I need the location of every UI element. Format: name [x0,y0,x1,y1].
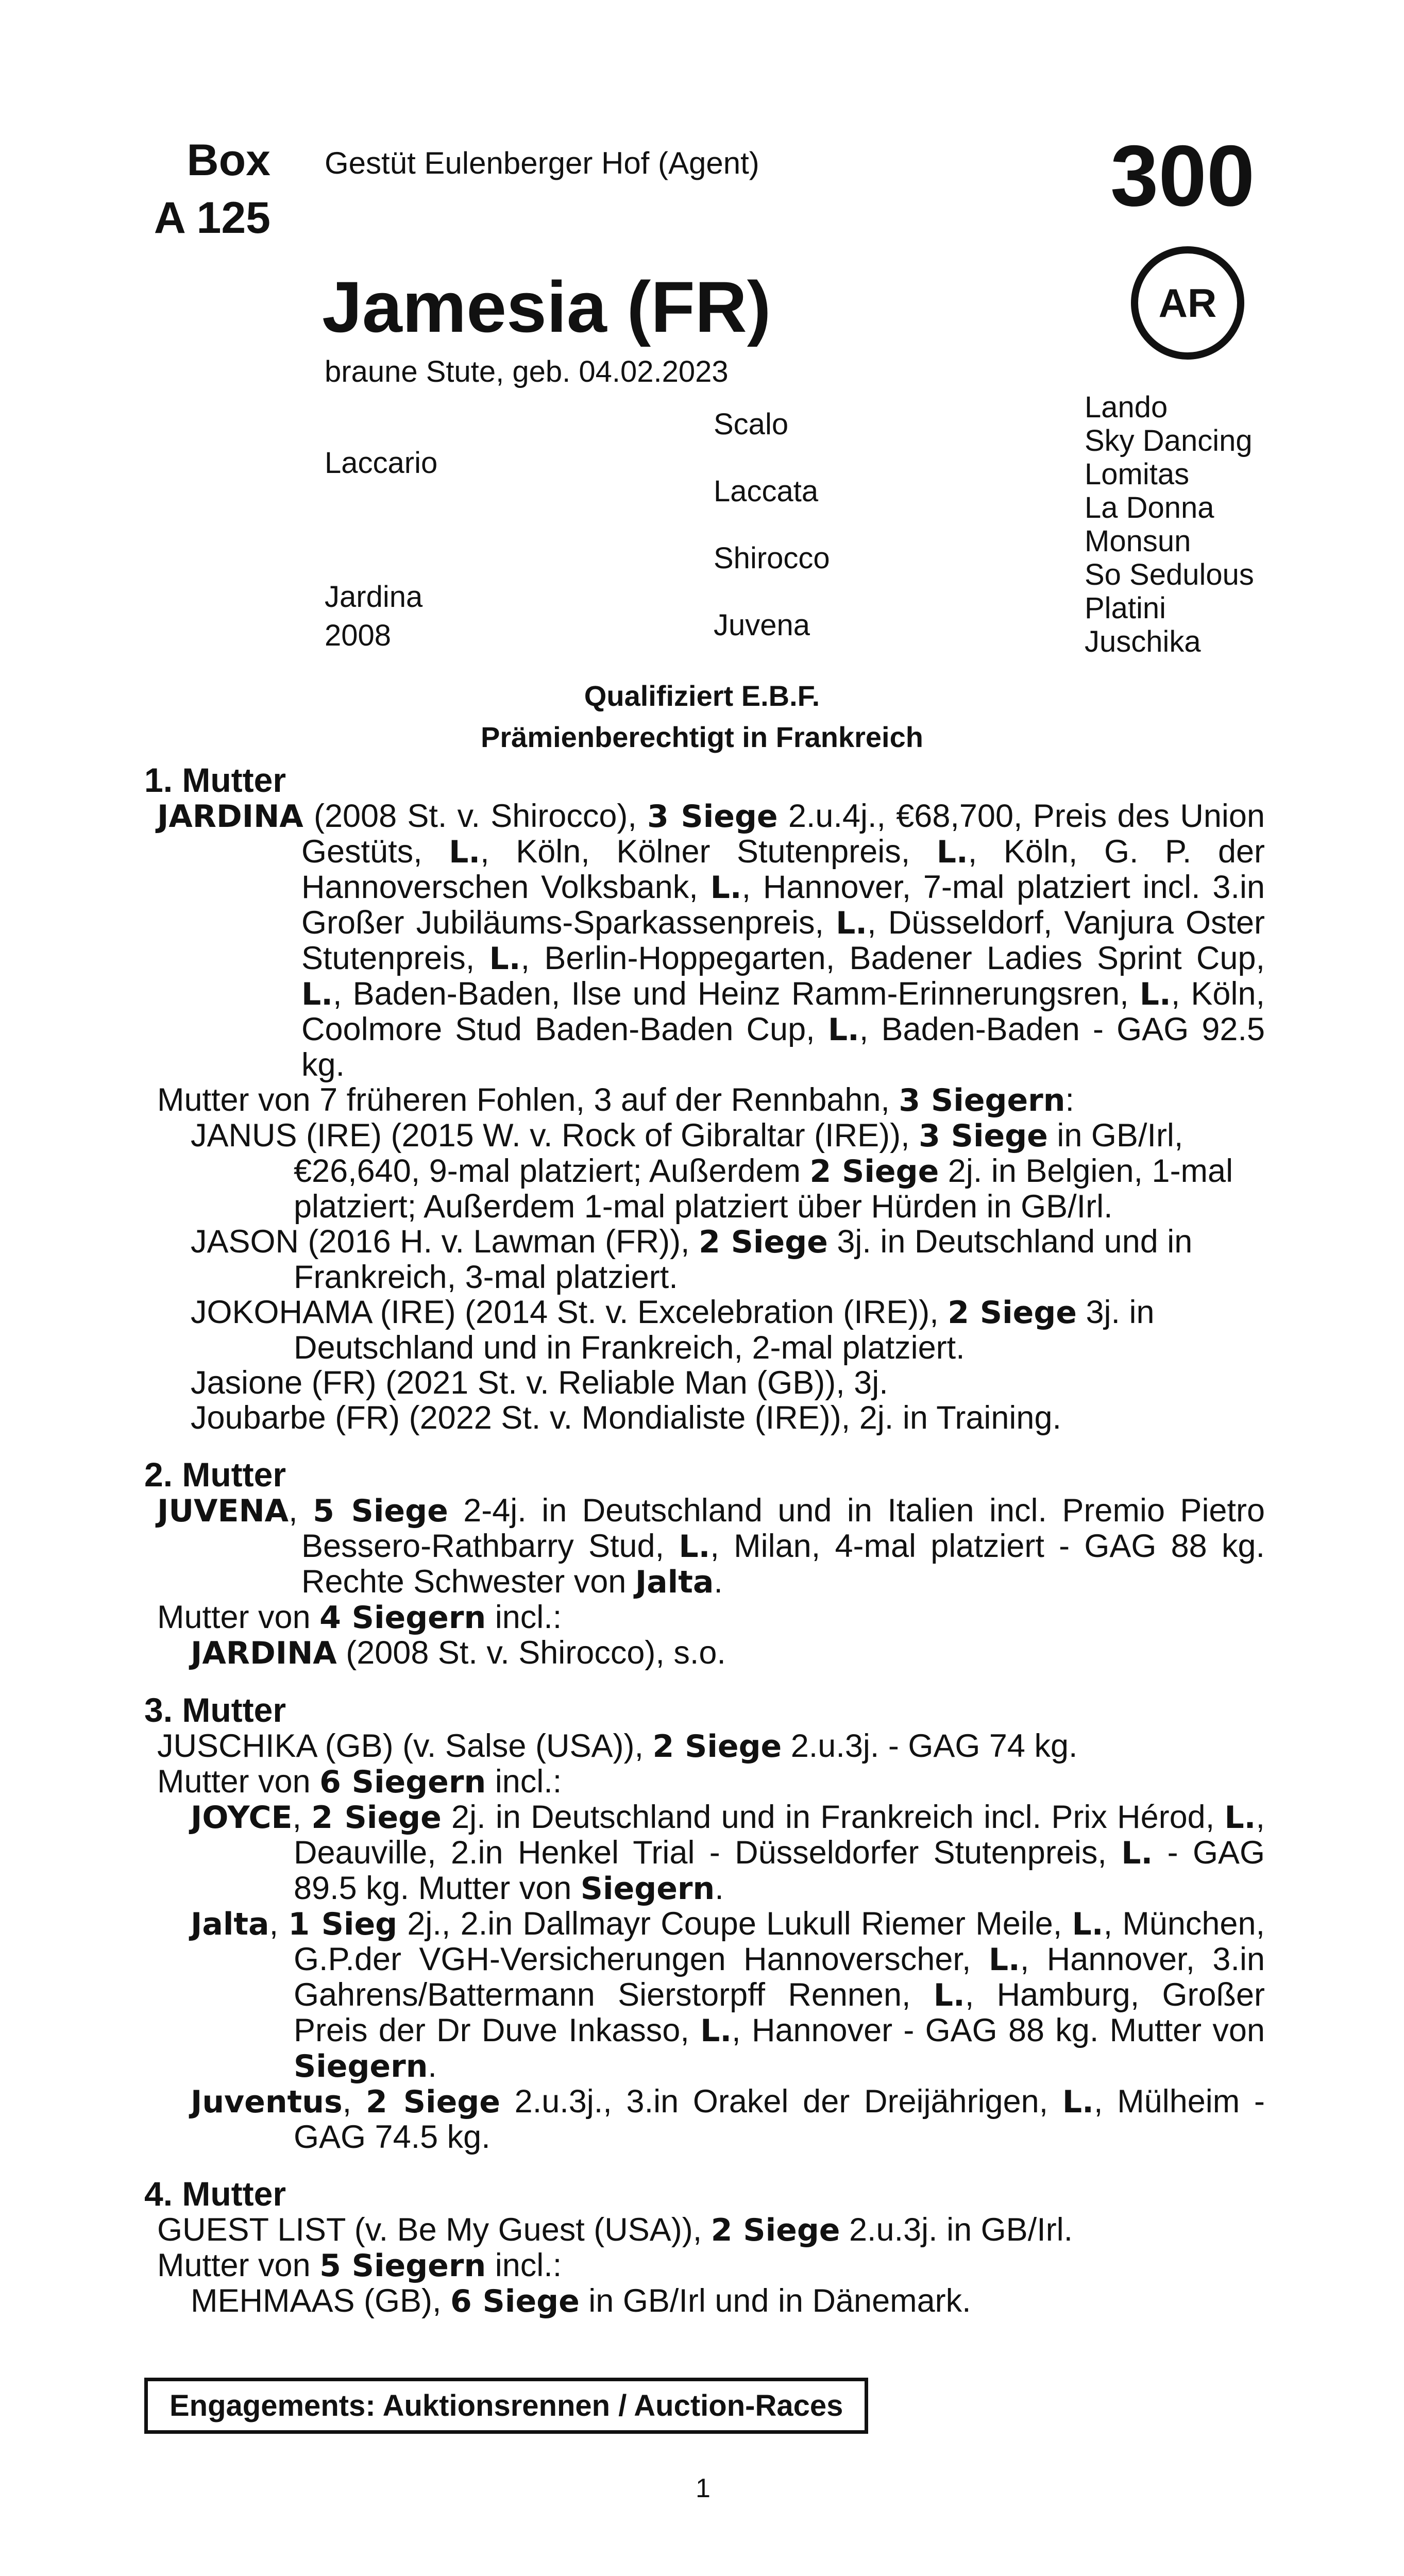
produce-summary: Mutter von 6 Siegern incl.: [157,1764,562,1800]
pedigree-gen3-item: Monsun [1085,524,1191,558]
ar-badge-text: AR [1158,280,1217,326]
pedigree-dam: Jardina [325,580,423,614]
offspring-entry: MEHMAAS (GB), 6 Siege in GB/Irl und in Dänemark. [191,2283,971,2319]
offspring-entry: JARDINA (2008 St. v. Shirocco), s.o. [191,1635,726,1671]
pedigree-gen2-item: Laccata [714,474,819,508]
produce-summary: Mutter von 4 Siegern incl.: [157,1599,562,1636]
section-heading: 1. Mutter [144,761,286,799]
pedigree-gen2-item: Scalo [714,408,789,441]
seller-name: Gestüt Eulenberger Hof (Agent) [325,146,759,180]
dam-record: JUVENA, 5 Siege 2-4j. in Deutschland und in Italien incl. Premio Pietro Bessero-Rathbarry Stud, L., Milan, 4-mal platziert - GAG 88 kg. Rechte Schwester von Jalta. [157,1493,1265,1600]
offspring-entry: JOKOHAMA (IRE) (2014 St. v. Excelebration (IRE)), 2 Siege 3j. in Deutschland und in Frankreich, 2-mal platziert. [191,1294,1155,1366]
offspring-entry: Juventus, 2 Siege 2.u.3j., 3.in Orakel der Dreijährigen, L., Mülheim - GAG 74.5 kg. [191,2083,1265,2155]
offspring-entry: JANUS (IRE) (2015 W. v. Rock of Gibraltar (IRE)), 3 Siege in GB/Irl, €26,640, 9-mal platziert; Außerdem 2 Siege 2j. in Belgien, 1-mal platziert; Außerdem 1-mal platziert über Hürden in GB/Irl. [191,1117,1233,1225]
offspring-entry: Jasione (FR) (2021 St. v. Reliable Man (GB)), 3j. [191,1365,888,1401]
dam-record: JUSCHIKA (GB) (v. Salse (USA)), 2 Siege 2.u.3j. - GAG 74 kg. [157,1728,1078,1765]
section-heading: 4. Mutter [144,2175,286,2213]
pedigree-gen2-item: Juvena [714,608,810,642]
ar-badge-icon [1131,246,1244,360]
lot-number: 300 [1110,127,1255,224]
pedigree-gen3-item: Juschika [1085,625,1201,658]
pedigree-gen3-item: La Donna [1085,491,1214,524]
section-heading: 3. Mutter [144,1691,286,1729]
family-sections [144,761,1265,2319]
dam-record: GUEST LIST (v. Be My Guest (USA)), 2 Siege 2.u.3j. in GB/Irl. [157,2212,1073,2248]
offspring-entry: JOYCE, 2 Siege 2j. in Deutschland und in Frankreich incl. Prix Hérod, L., Deauville, 2.in Henkel Trial - Düsseldorfer Stutenpreis, L. - GAG 89.5 kg. Mutter von Siegern. [191,1799,1265,1907]
pedigree-sire: Laccario [325,446,438,480]
produce-summary: Mutter von 5 Siegern incl.: [157,2247,562,2284]
offspring-entry: Jalta, 1 Sieg 2j., 2.in Dallmayr Coupe Lukull Riemer Meile, L., München, G.P.der VGH-Versicherungen Hannoverscher, L., Hannover, 3.in Gahrens/Battermann Sierstorpff Rennen, L., Hamburg, Großer Preis der Dr Duve Inkasso, L., Hannover - GAG 88 kg. Mutter von Siegern. [191,1906,1265,2084]
box-label: Box [187,135,270,185]
horse-name: Jamesia (FR) [322,266,771,347]
qualification-ebf: Qualifiziert E.B.F. [584,680,820,712]
qualification-premium: Prämienberechtigt in Frankreich [481,721,923,753]
horse-description: braune Stute, geb. 04.02.2023 [325,355,729,388]
box-number: A 125 [154,193,270,243]
produce-summary: Mutter von 7 früheren Fohlen, 3 auf der Rennbahn, 3 Siegern: [157,1082,1074,1118]
pedigree-gen3-item: So Sedulous [1085,558,1254,591]
pedigree-gen3-item: Platini [1085,591,1166,625]
offspring-entry: Joubarbe (FR) (2022 St. v. Mondialiste (IRE)), 2j. in Training. [191,1400,1061,1436]
page-number: 1 [696,2473,711,2503]
pedigree-dam-year: 2008 [325,619,392,652]
pedigree-gen2-item: Shirocco [714,541,830,575]
pedigree-gen3-item: Lomitas [1085,457,1190,491]
offspring-entry: JASON (2016 H. v. Lawman (FR)), 2 Siege 3j. in Deutschland und in Frankreich, 3-mal platziert. [191,1224,1193,1295]
section-heading: 2. Mutter [144,1455,286,1494]
dam-record: JARDINA (2008 St. v. Shirocco), 3 Siege 2.u.4j., €68,700, Preis des Union Gestüts, L., Köln, Kölner Stutenpreis, L., Köln, G. P. der Hannoverschen Volksbank, L., Hannover, 7-mal platziert incl. 3.in Großer Jubiläums-Sparkassenpreis, L., Düsseldorf, Vanjura Oster Stutenpreis, L., Berlin-Hoppegarten, Badener Ladies Sprint Cup, L., Baden-Baden, Ilse und Heinz Ramm-Erinnerungsren, L., Köln, Coolmore Stud Baden-Baden Cup, L., Baden-Baden - GAG 92.5 kg. [157,798,1265,1083]
pedigree-gen3-item: Lando [1085,391,1168,424]
engagements-box: Engagements: Auktionsrennen / Auction-Races [144,2378,868,2434]
pedigree-gen3-item: Sky Dancing [1085,424,1253,457]
